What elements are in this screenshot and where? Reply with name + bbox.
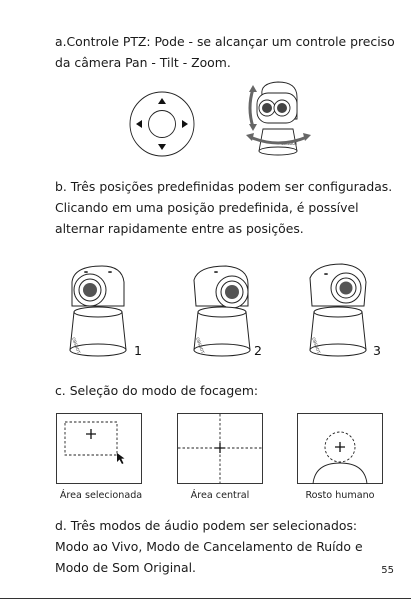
- preset-number-1: 1: [134, 343, 142, 358]
- arrow-down-icon: [158, 144, 166, 150]
- focus-label-selected: Área selecionada: [59, 490, 143, 501]
- focus-human-face-diagram: [297, 413, 383, 484]
- section-d-line-3: Modo de Som Original.: [55, 560, 196, 575]
- brand-mark: OBSBOT: [281, 141, 298, 146]
- svg-text:OBSBOT: OBSBOT: [195, 336, 206, 354]
- page-number: 55: [381, 565, 394, 576]
- preset-camera-2-illustration: [186, 262, 258, 362]
- section-d-line-1: d. Três modos de áudio podem ser selecionados:: [55, 518, 358, 533]
- section-c-title: c. Seleção do modo de focagem:: [55, 383, 259, 398]
- bottom-rule: [0, 598, 411, 599]
- preset-camera-3-illustration: [302, 262, 374, 362]
- section-b-line-2: Clicando em uma posição predefinida, é possível: [55, 200, 359, 215]
- section-d-line-2: Modo ao Vivo, Modo de Cancelamento de Ruído e: [55, 539, 363, 554]
- section-b-line-1: b. Três posições predefinidas podem ser configuradas.: [55, 179, 393, 194]
- focus-label-face: Rosto humano: [305, 490, 375, 501]
- preset-number-2: 2: [254, 343, 262, 358]
- focus-label-central: Área central: [190, 490, 250, 501]
- svg-text:OBSBOT: OBSBOT: [71, 336, 82, 354]
- svg-text:OBSBOT: OBSBOT: [311, 336, 322, 354]
- ptz-camera-rotation-illustration: [245, 77, 315, 162]
- focus-central-area-diagram: [177, 413, 263, 484]
- section-a-line-1: a.Controle PTZ: Pode - se alcançar um controle preciso: [55, 34, 395, 49]
- section-b-line-3: alternar rapidamente entre as posições.: [55, 221, 304, 236]
- section-a-line-2: da câmera Pan - Tilt - Zoom.: [55, 55, 231, 70]
- focus-selected-area-diagram: [56, 413, 142, 484]
- preset-number-3: 3: [373, 343, 381, 358]
- arrow-right-icon: [182, 120, 188, 128]
- arrow-up-icon: [158, 98, 166, 104]
- preset-camera-1-illustration: [62, 262, 134, 362]
- ptz-dpad-illustration: [122, 90, 202, 158]
- arrow-left-icon: [136, 120, 142, 128]
